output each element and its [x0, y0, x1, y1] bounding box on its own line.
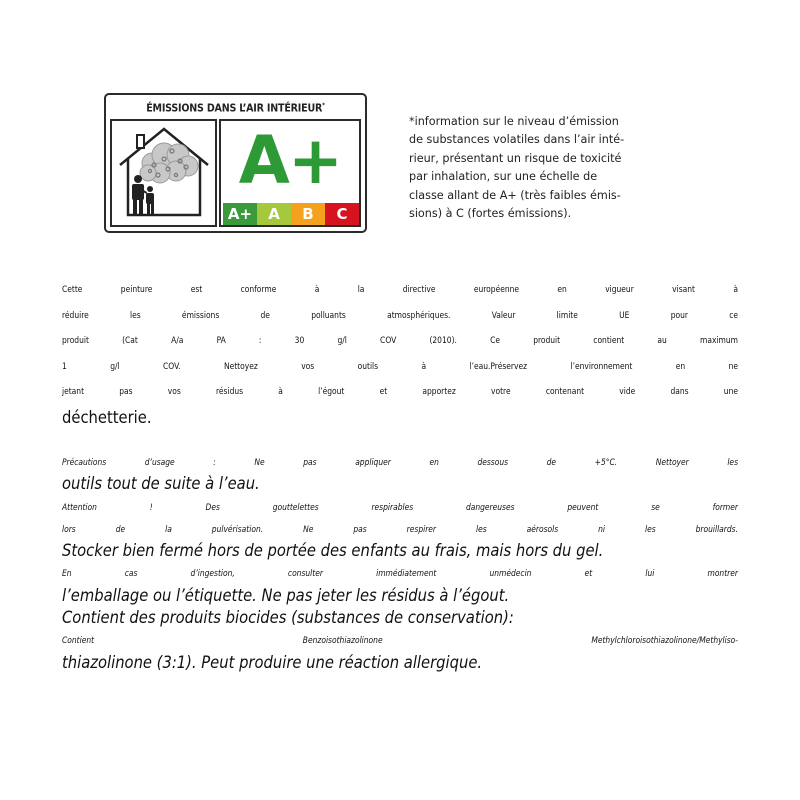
- precaution-line: l’emballage ou l’étiquette. Ne pas jeter les résidus à l’égout.: [62, 585, 510, 605]
- paragraph-line: jetant pas vos résidus à l’égout et apportez votre contenant vide dans une: [62, 386, 738, 397]
- house-icon: [112, 121, 215, 225]
- footnote-line: classe allant de A+ (très faibles émis-: [409, 188, 621, 202]
- paragraph-line: 1 g/l COV. Nettoyez vos outils à l’eau.Préservez l’environnement en ne: [62, 360, 738, 371]
- precaution-line: Attention ! Des gouttelettes respirables dangereuses peuvent se former: [62, 501, 738, 512]
- footnote-line: de substances volatiles dans l’air inté-: [409, 133, 625, 147]
- scale-a: A: [257, 203, 291, 225]
- precaution-line: outils tout de suite à l’eau.: [62, 474, 260, 494]
- precaution-line: Contient Benzoisothiazolinone Methylchloroisothiazolinone/Methyliso-: [62, 635, 738, 646]
- scale-a-plus: A+: [223, 203, 257, 225]
- precautions-text: [62, 451, 738, 674]
- footnote-line: *information sur le niveau d’émission: [409, 115, 619, 128]
- scale-b: B: [291, 203, 325, 225]
- current-grade: A+: [238, 122, 342, 199]
- footnote-line: sions) à C (fortes émissions).: [409, 207, 572, 221]
- label-footnote: [409, 113, 695, 223]
- paragraph-line: Cette peinture est conforme à la directive européenne en vigueur visant à: [62, 284, 738, 294]
- precaution-line: Précautions d’usage : Ne pas appliquer en dessous de +5°C. Nettoyer les: [62, 457, 738, 467]
- precaution-line: En cas d’ingestion, consulter immédiatement unmédecin et lui montrer: [62, 568, 738, 579]
- precaution-line: Stocker bien fermé hors de portée des enfants au frais, mais hors du gel.: [62, 541, 604, 561]
- grade-panel: [219, 119, 361, 227]
- label-title: ÉMISSIONS DANS L’AIR INTÉRIEUR*: [146, 102, 325, 115]
- footnote-line: par inhalation, sur une échelle de: [409, 170, 598, 184]
- paragraph-line: produit (Cat A/a PA : 30 g/l COV (2010). Ce produit contient au maximum: [62, 335, 738, 346]
- scale-c: C: [325, 203, 359, 225]
- precaution-line: Contient des produits biocides (substances de conservation):: [62, 608, 514, 628]
- precaution-line: thiazolinone (3:1). Peut produire une réaction allergique.: [62, 652, 483, 672]
- compliance-paragraph: [62, 277, 738, 431]
- paragraph-line: déchetterie.: [62, 407, 152, 427]
- precaution-line: lors de la pulvérisation. Ne pas respirer les aérosols ni les brouillards.: [62, 523, 738, 534]
- footnote-line: rieur, présentant un risque de toxicité: [409, 151, 622, 165]
- paragraph-line: réduire les émissions de polluants atmosphériques. Valeur limite UE pour ce: [62, 309, 738, 320]
- grade-scale: [223, 203, 359, 225]
- house-pictogram: [110, 119, 217, 227]
- emission-label: [104, 93, 367, 233]
